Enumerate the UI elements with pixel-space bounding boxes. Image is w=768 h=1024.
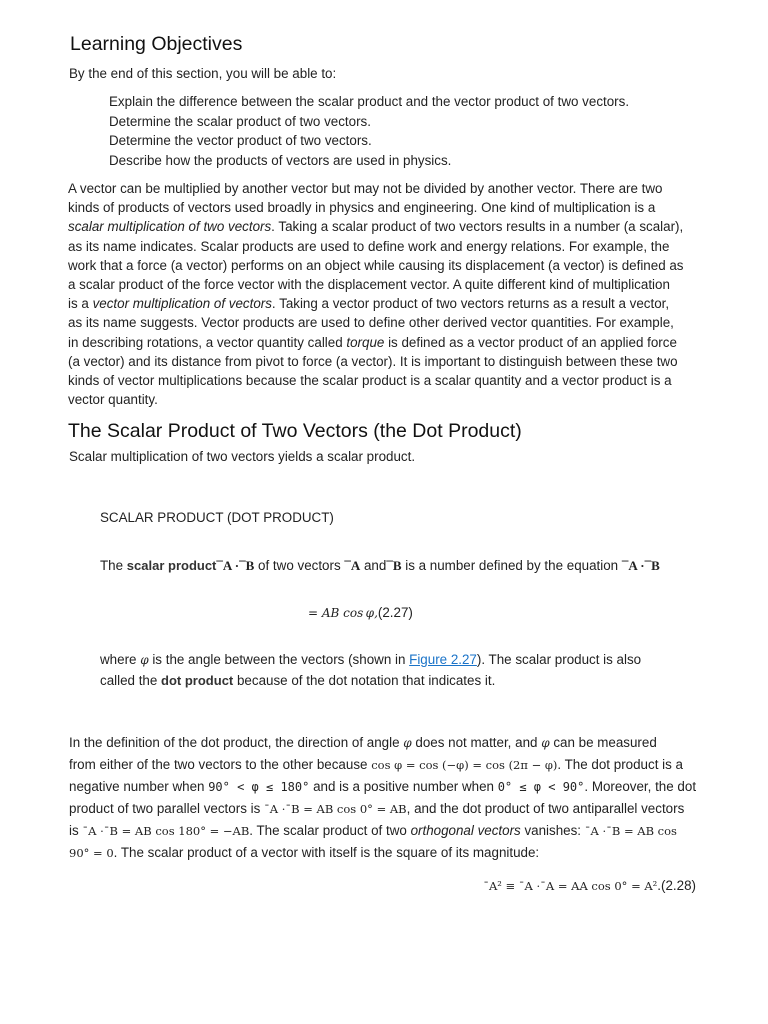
math-expression: ¯A ·¯B = AB cos xyxy=(584,824,677,838)
text-line: product of two parallel vectors is ¯A ·¯B = AB cos 0° = AB, and the dot product of two antiparallel vectors xyxy=(69,801,685,816)
angle-explanation xyxy=(100,650,641,690)
text-line: from either of the two vectors to the other because cos φ = cos (−φ) = cos (2π − φ). The dot product is a xyxy=(69,757,683,772)
objective-item: Determine the vector product of two vectors. xyxy=(109,133,372,148)
equation-number: .(2.28) xyxy=(657,878,696,893)
text-line: where φ is the angle between the vectors (shown in Figure 2.27). The scalar product is also xyxy=(100,652,642,667)
text-line: A vector can be multiplied by another vector but may not be divided by another vector. There are two xyxy=(68,181,663,196)
term-dot-product: dot product xyxy=(161,672,234,688)
emphasis: torque xyxy=(346,334,385,350)
math-expression: ¯A ·¯B = AB cos 180° = −AB xyxy=(82,824,250,838)
math-expression: 0° ≤ φ < 90° xyxy=(497,780,585,794)
math-expression: ¯A ·¯B xyxy=(621,558,660,573)
emphasis: scalar multiplication of two vectors xyxy=(68,219,272,235)
emphasis: vector multiplication of vectors xyxy=(92,296,272,312)
definition-box-title: SCALAR PRODUCT (DOT PRODUCT) xyxy=(100,510,334,525)
definition-line: The scalar product¯A ·¯B of two vectors ¯A and¯B is a number defined by the equation ¯A ·¯B xyxy=(100,558,660,573)
vector-products-paragraph xyxy=(68,179,708,409)
vector-b: ¯B xyxy=(386,558,402,573)
text-line: 90° = 0. The scalar product of a vector with itself is the square of its magnitude: xyxy=(69,845,540,860)
text-line: In the definition of the dot product, the direction of angle φ does not matter, and φ can be measured xyxy=(69,735,657,750)
equation-number: (2.27) xyxy=(377,605,413,620)
math-expression: cos φ = cos (−φ) = cos (2π − φ) xyxy=(371,758,558,772)
text-line: kinds of vector multiplications because the scalar product is a scalar quantity and a vector product is a xyxy=(68,373,672,389)
text-line: scalar multiplication of two vectors. Taking a scalar product of two vectors results in a number (a scalar), xyxy=(68,219,684,235)
objective-item: Determine the scalar product of two vectors. xyxy=(109,113,371,129)
text-line: in describing rotations, a vector quantity called torque is defined as a vector product of an applied force xyxy=(68,334,677,350)
text-line: called the dot product because of the dot notation that indicates it. xyxy=(100,672,496,688)
objectives-list xyxy=(109,92,629,170)
text-line: is ¯A ·¯B = AB cos 180° = −AB. The scalar product of two orthogonal vectors vanishes: ¯A ·¯B = AB cos xyxy=(69,823,677,838)
scalar-product-heading: The Scalar Product of Two Vectors (the Dot Product) xyxy=(68,420,522,442)
math-expression: = AB cos φ, xyxy=(308,606,378,620)
text-line: vector quantity. xyxy=(68,392,158,408)
text-line: negative number when 90° < φ ≤ 180° and is a positive number when 0° ≤ φ < 90°. Moreover, the dot xyxy=(69,779,697,794)
text-line: as its name suggests. Vector products are used to define other derived vector quantities. For example, xyxy=(68,315,674,331)
text-line: is a vector multiplication of vectors. Taking a vector product of two vectors returns as a result a vector, xyxy=(68,296,670,312)
objectives-intro: By the end of this section, you will be able to: xyxy=(69,66,337,81)
text-line: (a vector) and its distance from pivot to force (a vector). It is important to distinguish between these two xyxy=(68,353,678,369)
text-line: a scalar product of the force vector with the displacement vector. A quite different kind of multiplication xyxy=(68,277,670,293)
vector-a: ¯A xyxy=(344,558,361,573)
equation-2-27 xyxy=(308,605,413,620)
text-line: kinds of products of vectors used broadly in physics and engineering. One kind of multiplication is a xyxy=(68,200,656,216)
term-scalar-product: scalar product xyxy=(126,558,217,573)
math-expression: ¯A² ≡ ¯A ·¯A = AA cos 0° = A² xyxy=(483,879,658,893)
math-expression: ¯A ·¯B = AB cos 0° = AB xyxy=(264,802,407,816)
objective-item: Explain the difference between the scalar product and the vector product of two vectors. xyxy=(109,94,630,109)
dot-product-properties-paragraph xyxy=(69,732,696,864)
objective-item: Describe how the products of vectors are used in physics. xyxy=(109,152,452,168)
scalar-product-intro: Scalar multiplication of two vectors yields a scalar product. xyxy=(69,449,416,464)
math-expression: ¯A ·¯B xyxy=(216,558,255,573)
text-line: as its name indicates. Scalar products are used to define work and energy relations. For example, the xyxy=(68,238,670,254)
equation-2-28 xyxy=(483,878,696,893)
figure-2-27-link[interactable]: Figure 2.27 xyxy=(409,652,477,667)
learning-objectives-heading: Learning Objectives xyxy=(70,33,243,55)
math-expression: 90° = 0 xyxy=(69,846,114,860)
math-expression: 90° < φ ≤ 180° xyxy=(208,780,310,794)
emphasis: orthogonal vectors xyxy=(410,823,521,838)
text-line: work that a force (a vector) performs on an object while causing its displacement (a vector) is defined as xyxy=(68,257,684,273)
